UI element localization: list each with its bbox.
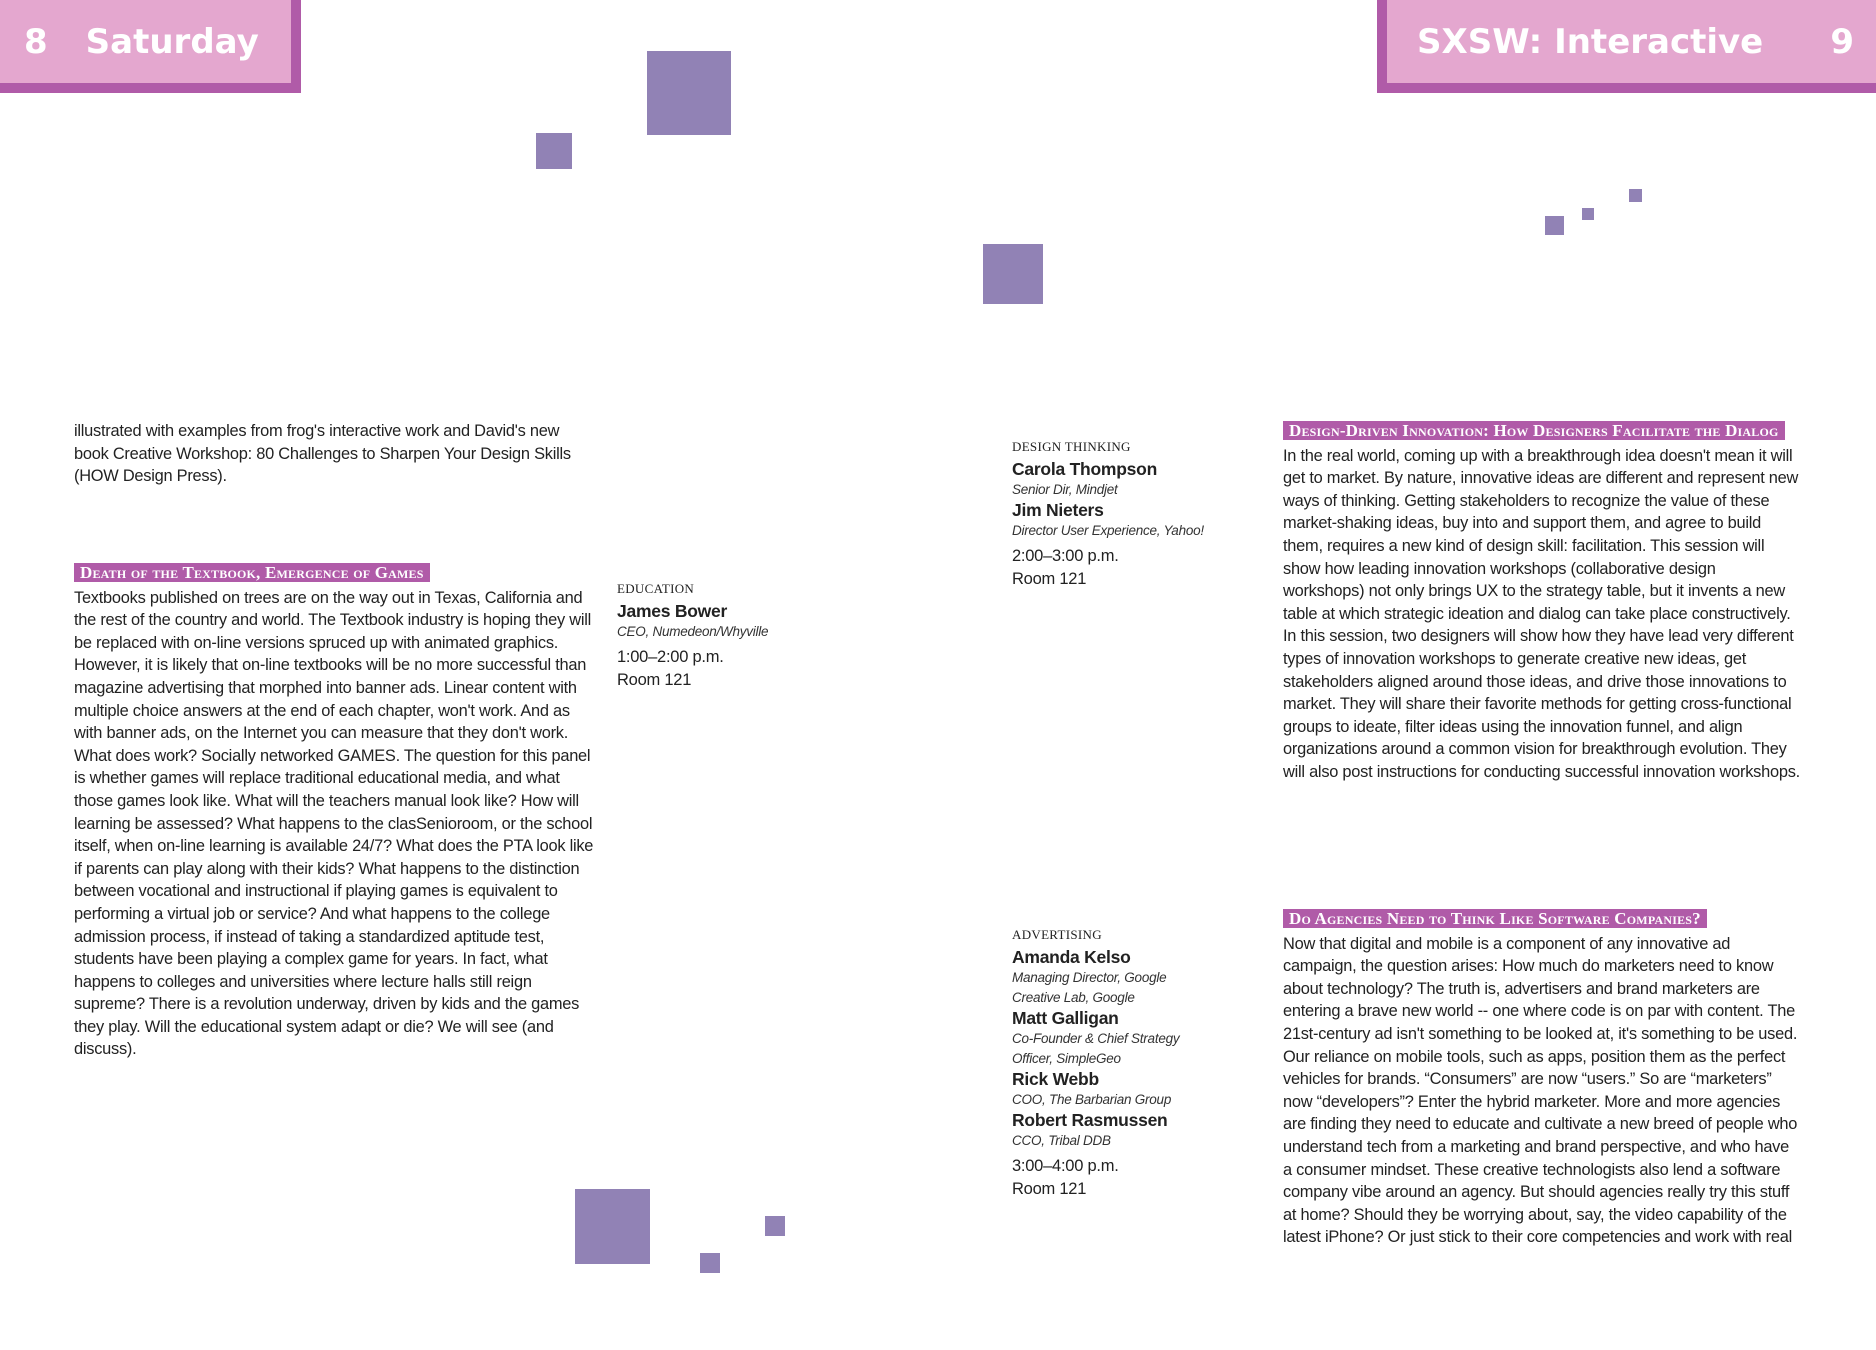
session-description: Textbooks published on trees are on the way out in Texas, California and the rest of the country and world. The Textbook industry is hoping they will be replaced with on-line versions spruced up with animated graphics. However, it is likely that on-line textbooks will be no more successful than magazine advertising that morphed into banner ads. Linear content with multiple choice answers at the end of each chapter, won't work. And as with banner ads, on the Internet you can measure that they don't work. What does work? Socially networked GAMES. The question for this panel is whether games will replace traditional educational media, and what those games look like. What will the teachers manual look like? How will learning be assessed? What happens to the clasSenioroom, or the school itself, when on-line learning is available 24/7? What does the PTA look like if parents can play along with their kids? What happens to the distinction between vocational and instructional if playing games is equivalent to performing a virtual job or service? And what happens to the college admission process, if instead of taking a standardized aptitude test, students have been playing a complex game for years. In fact, what happens to colleges and universities where lecture halls still reign supreme? There is a revolution underway, driven by kids and the games they play. Will the educational system adapt or die? We will see (and discuss). [74,588,594,1059]
page-number: 9 [1830,21,1854,62]
decorative-square [983,244,1043,304]
decorative-square [1545,216,1564,235]
session-title: Do Agencies Need to Think Like Software Companies? [1283,909,1707,928]
session-category: EDUCATION [617,581,695,596]
page-number: 8 [24,21,48,62]
page-header-right [1377,0,1876,93]
session-info-advertising [1012,924,1212,1201]
day-title: Saturday [85,21,259,62]
session-design [1283,420,1801,784]
decorative-square [647,51,731,135]
decorative-square [765,1216,785,1236]
speaker-name: Robert Rasmussen [1012,1109,1168,1130]
session-category: ADVERTISING [1012,927,1102,942]
speaker-name: Matt Galligan [1012,1007,1119,1028]
decorative-square [1629,189,1642,202]
section-title: SXSW: Interactive [1417,21,1764,62]
session-info-textbook [617,578,817,692]
speaker-name: Amanda Kelso [1012,946,1131,967]
speaker-role: Director User Experience, Yahoo! [1012,522,1204,538]
speaker-name: Jim Nieters [1012,499,1104,520]
intro-paragraph: illustrated with examples from frog's interactive work and David's new book Creative Workshop: 80 Challenges to Sharpen Your Design Skills (HOW Design Press). [74,422,571,486]
session-agencies [1283,908,1801,1249]
session-time: 3:00–4:00 p.m. [1012,1156,1119,1175]
speaker-role: CEO, Numedeon/Whyville [617,623,769,639]
session-room: Room 121 [617,670,692,689]
speaker-role: CCO, Tribal DDB [1012,1132,1111,1148]
decorative-square [1582,208,1594,220]
speaker-name: Rick Webb [1012,1068,1099,1089]
speaker-name: Carola Thompson [1012,458,1158,479]
session-category: DESIGN THINKING [1012,439,1131,454]
decorative-square [575,1189,650,1264]
decorative-square [700,1253,720,1273]
session-description: In the real world, coming up with a breakthrough idea doesn't mean it will get to market. By nature, innovative ideas are different and represent new ways of thinking. Getting stakeholders to recognize the value of these market-shaking ideas, buy into and support them, and agree to build them, requires a new kind of design skill: facilitation. This session will show how leading innovation workshops (collaborative design workshops) not only brings UX to the strategy table, but it invents a new table at which strategic ideation and dialog can take place constructively. In this session, two designers will show how they have lead very different types of innovation workshops to generate creative new ideas, get stakeholders aligned around those ideas, and drive those innovations to market. They will share their favorite methods for getting cross-functional groups to ideate, filter ideas using the innovation funnel, and align organizations around a common vision for breakthrough evolution. They will also post instructions for conducting successful innovation workshops. [1283,446,1800,781]
speaker-name: James Bower [617,600,728,621]
session-info-design [1012,436,1252,591]
session-textbook [74,562,594,1061]
session-room: Room 121 [1012,569,1087,588]
speaker-role: COO, The Barbarian Group [1012,1091,1172,1107]
session-title: Design-Driven Innovation: How Designers Facilitate the Dialog [1283,421,1785,440]
page-header-left [0,0,301,93]
session-room: Room 121 [1012,1179,1087,1198]
decorative-square [536,133,572,169]
session-title: Death of the Textbook, Emergence of Games [74,563,430,582]
session-time: 1:00–2:00 p.m. [617,647,724,666]
session-description: Now that digital and mobile is a component of any innovative ad campaign, the question arises: How much do marketers need to know about technology? The truth is, advertisers and brand marketers are entering a brave new world -- one where code is on par with content. The 21st-century ad isn't something to be looked at, it's something to be used. Our reliance on mobile tools, such as apps, position them as the perfect vehicles for brands. “Consumers” are now “users.” So are “marketers” now “developers”? Enter the hybrid marketer. More and more agencies are finding they need to educate and cultivate a new breed of people who understand tech from a marketing and brand perspective, and who have a consumer mindset. These creative technologists also lend a software company vibe around an agency. But should agencies really try this stuff at home? Should they be worrying about, say, the video capability of the latest iPhone? Or just stick to their core competencies and work with real [1283,934,1798,1247]
speaker-role: Senior Dir, Mindjet [1012,481,1118,497]
speaker-role: Managing Director, Google Creative Lab, Google [1012,969,1167,1005]
speaker-role: Co-Founder & Chief Strategy Officer, SimpleGeo [1012,1030,1180,1066]
session-time: 2:00–3:00 p.m. [1012,546,1119,565]
